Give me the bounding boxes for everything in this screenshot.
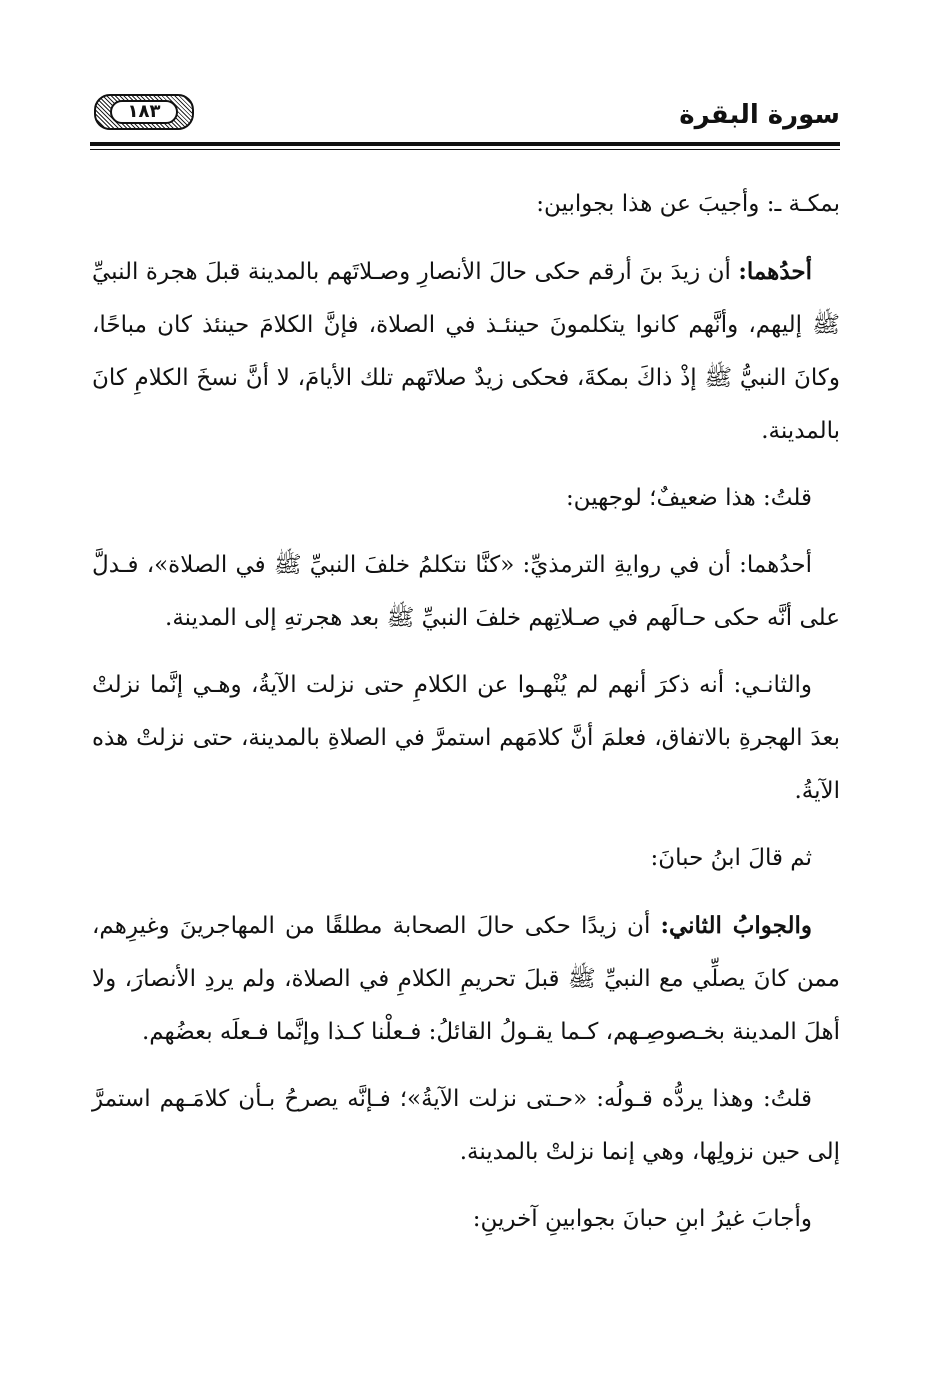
- paragraph: [92, 1193, 840, 1246]
- header-rule-thick: [90, 142, 840, 146]
- paragraph-text: بمكـة ـ: وأجيبَ عن هذا بجوابين:: [536, 191, 840, 217]
- paragraph-lead: والجوابُ الثاني:: [660, 912, 812, 939]
- paragraph-text: وأجابَ غيرُ ابنِ حبانَ بجوابينِ آخرينِ:: [472, 1206, 812, 1232]
- page-body: [92, 178, 840, 1260]
- header-rule-thin: [90, 149, 840, 150]
- paragraph-text: أن زيدَ بنَ أرقم حكى حالَ الأنصارِ وصـلاتَهم بالمدينة قبلَ هجرة النبيِّ ﷺ إليهم، وأنَّهم كانوا يتكلمونَ حينئـذ في الصلاة، فإنَّ الكلامَ حينئذ كان مباحًا، وكانَ النبيُّ ﷺ إذْ ذاكَ بمكةَ، فحكى زيدٌ صلاتَهم تلك الأيامَ، لا أنَّ نسخَ الكلامِ كانَ بالمدينة.: [92, 259, 840, 444]
- paragraph-lead: أحدُهما:: [738, 258, 812, 285]
- paragraph-text: ثم قالَ ابنُ حبانَ:: [650, 845, 812, 871]
- page-number-badge: [94, 94, 194, 130]
- paragraph: [92, 899, 840, 1059]
- surah-title: سورة البقرة: [679, 100, 840, 130]
- paragraph: [92, 539, 840, 645]
- paragraph: [92, 472, 840, 525]
- paragraph-text: أن زيدًا حكى حالَ الصحابة مطلقًا من المهاجرينَ وغيرِهم، ممن كانَ يصلِّي مع النبيِّ ﷺ قبلَ تحريمِ الكلامِ في الصلاة، ولم يردِ الأنصارَ، ولا أهلَ المدينة بخـصوصِـهم، كـما يقـولُ القائلُ: فـعلْنا كـذا وإنَّما فـعلَه بعضُهم.: [92, 913, 840, 1045]
- page-number: ١٨٣: [110, 100, 178, 124]
- paragraph: [92, 245, 840, 458]
- page-header: [90, 90, 840, 138]
- paragraph: [92, 659, 840, 818]
- paragraph: [92, 832, 840, 885]
- paragraph-text: والثانـي: أنه ذكرَ أنهم لم يُنْهـوا عن الكلامِ حتى نزلت الآيةُ، وهـي إنَّما نزلتْ بعدَ الهجرةِ بالاتفاق، فعلمَ أنَّ كلامَهم استمرَّ في الصلاةِ بالمدينة، حتى نزلتْ هذه الآيةُ.: [92, 672, 840, 804]
- paragraph: [92, 178, 840, 231]
- paragraph-text: قلتُ: هذا ضعيفٌ؛ لوجهين:: [565, 485, 812, 511]
- paragraph-text: قلتُ: وهذا يردُّه قـولُه: «حـتى نزلت الآيةُ»؛ فـإنَّه يصرحُ بـأن كلامَـهم استمرَّ إلى حين نزولِها، وهي إنما نزلتْ بالمدينة.: [92, 1086, 840, 1165]
- paragraph-text: أحدُهما: أن في روايةِ الترمذيِّ: «كنَّا نتكلمُ خلفَ النبيِّ ﷺ في الصلاة»، فـدلَّ على أنَّه حكى حـالَهم في صـلاتِهم خلفَ النبيِّ ﷺ بعد هجرتهِ إلى المدينة.: [92, 552, 840, 631]
- paragraph: [92, 1073, 840, 1179]
